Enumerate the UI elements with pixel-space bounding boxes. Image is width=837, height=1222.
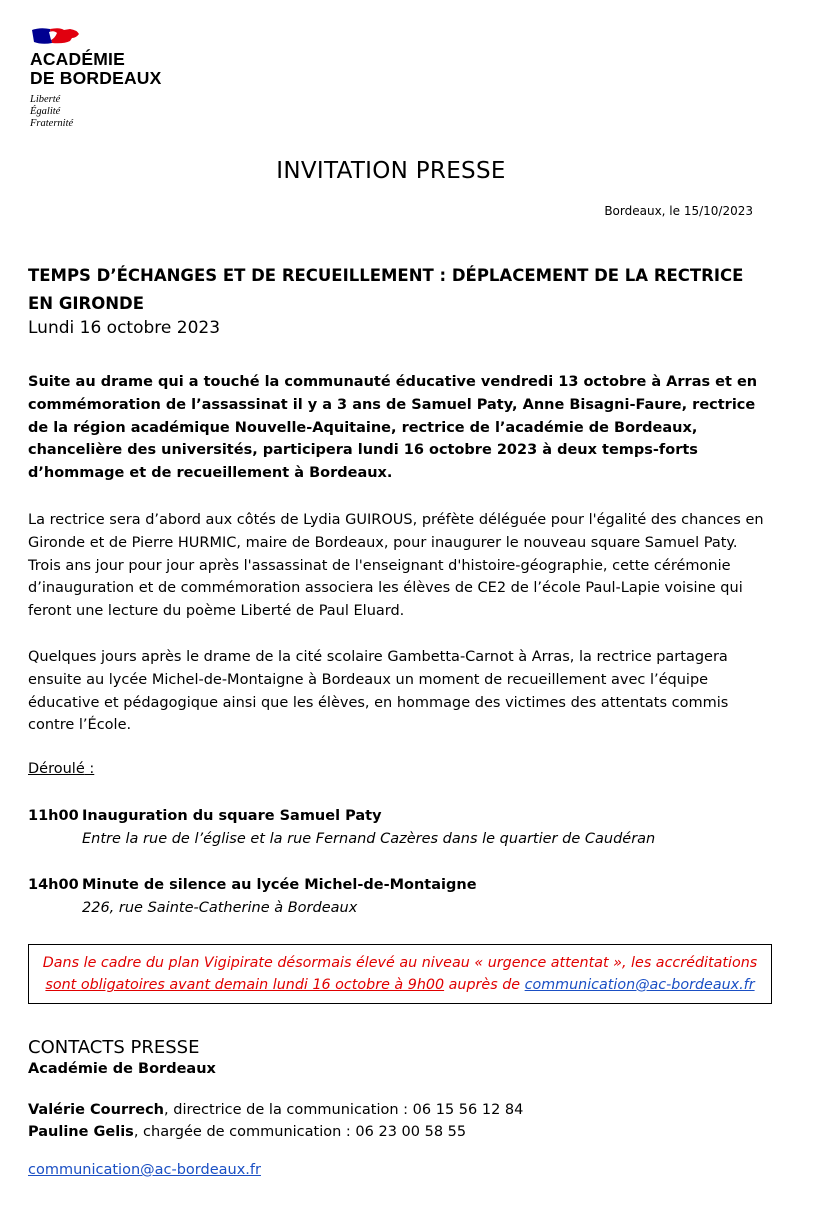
contact-person bbox=[28, 1124, 466, 1140]
headline-line2: EN GIRONDE bbox=[28, 294, 145, 313]
document-title: INVITATION PRESSE bbox=[276, 158, 506, 184]
contact-role: , directrice de la communication : 06 15 56 12 84 bbox=[164, 1102, 524, 1118]
headline-line1: TEMPS D’ÉCHANGES ET DE RECUEILLEMENT : DÉPLACEMENT DE LA RECTRICE bbox=[28, 266, 744, 285]
contact-role: , chargée de communication : 06 23 00 58 55 bbox=[133, 1124, 467, 1140]
contacts-email-link[interactable]: communication@ac-bordeaux.fr bbox=[28, 1162, 261, 1178]
notice-line2 bbox=[29, 974, 771, 996]
contact-person bbox=[28, 1102, 523, 1118]
event-date: Lundi 16 octobre 2023 bbox=[28, 318, 221, 338]
contact-name: Pauline Gelis bbox=[28, 1124, 134, 1140]
contacts-email bbox=[28, 1162, 261, 1178]
schedule-event: Minute de silence au lycée Michel-de-Montaigne bbox=[82, 877, 477, 893]
headline bbox=[28, 262, 778, 318]
document-date: Bordeaux, le 15/10/2023 bbox=[604, 204, 753, 218]
schedule-time: 11h00 bbox=[28, 808, 79, 824]
notice-underlined: sont obligatoires avant demain lundi 16 octobre à 9h00 bbox=[45, 977, 445, 993]
motto-fraternite: Fraternité bbox=[30, 118, 74, 129]
paragraph-intro: Suite au drame qui a touché la communauté éducative vendredi 13 octobre à Arras et en commémoration de l’assassinat il y a 3 ans de Samuel Paty, Anne Bisagni-Faure, rectrice de la région académique Nouvelle-Aquitaine, rectrice de l’académie de Bordeaux, chancelière des universités, participera lundi 16 octobre 2023 à deux temps-forts d’hommage et de recueillement à Bordeaux. bbox=[28, 374, 758, 482]
contacts-org: Académie de Bordeaux bbox=[28, 1061, 216, 1077]
academy-logo bbox=[30, 26, 190, 130]
deroule-label: Déroulé bbox=[28, 761, 85, 777]
paragraph-recueillement: Quelques jours après le drame de la cité scolaire Gambetta-Carnot à Arras, la rectrice partagera ensuite au lycée Michel-de-Montaigne à Bordeaux un moment de recueillement avec l’équipe éducative et pédagogique ainsi que les élèves, en hommage des victimes des attentats commis contre l’École. bbox=[28, 649, 729, 734]
logo-motto bbox=[30, 94, 190, 130]
contact-name: Valérie Courrech bbox=[28, 1102, 165, 1118]
motto-egalite: Égalité bbox=[30, 106, 61, 117]
marianne-flag-icon bbox=[30, 26, 82, 46]
schedule-event: Inauguration du square Samuel Paty bbox=[82, 808, 382, 824]
deroule-heading bbox=[28, 761, 94, 777]
schedule-location: 226, rue Sainte-Catherine à Bordeaux bbox=[82, 900, 358, 916]
paragraph-inauguration: La rectrice sera d’abord aux côtés de Lydia GUIROUS, préfète déléguée pour l'égalité des chances en Gironde et de Pierre HURMIC, maire de Bordeaux, pour inaugurer le nouveau square Samuel Paty. Trois ans jour pour jour après l'assassinat de l'enseignant d'histoire-géographie, cette cérémonie d’inauguration et de commémoration associera les élèves de CE2 de l’école Paul-Lapie voisine qui feront une lecture du poème Liberté de Paul Eluard. bbox=[28, 512, 764, 620]
notice-line1: Dans le cadre du plan Vigipirate désormais élevé au niveau « urgence attentat », les accréditations bbox=[42, 955, 758, 971]
notice-after: auprès de bbox=[444, 977, 525, 993]
notice-email-link[interactable]: communication@ac-bordeaux.fr bbox=[524, 977, 755, 993]
logo-name-line1: ACADÉMIE bbox=[30, 49, 125, 69]
contacts-heading: CONTACTS PRESSE bbox=[28, 1037, 200, 1058]
schedule-time: 14h00 bbox=[28, 877, 79, 893]
motto-liberte: Liberté bbox=[30, 94, 61, 105]
logo-name-line2: DE BORDEAUX bbox=[30, 68, 162, 88]
schedule-location: Entre la rue de l’église et la rue Fernand Cazères dans le quartier de Caudéran bbox=[82, 831, 656, 847]
accreditation-notice bbox=[28, 944, 772, 1004]
deroule-colon: : bbox=[84, 761, 95, 777]
